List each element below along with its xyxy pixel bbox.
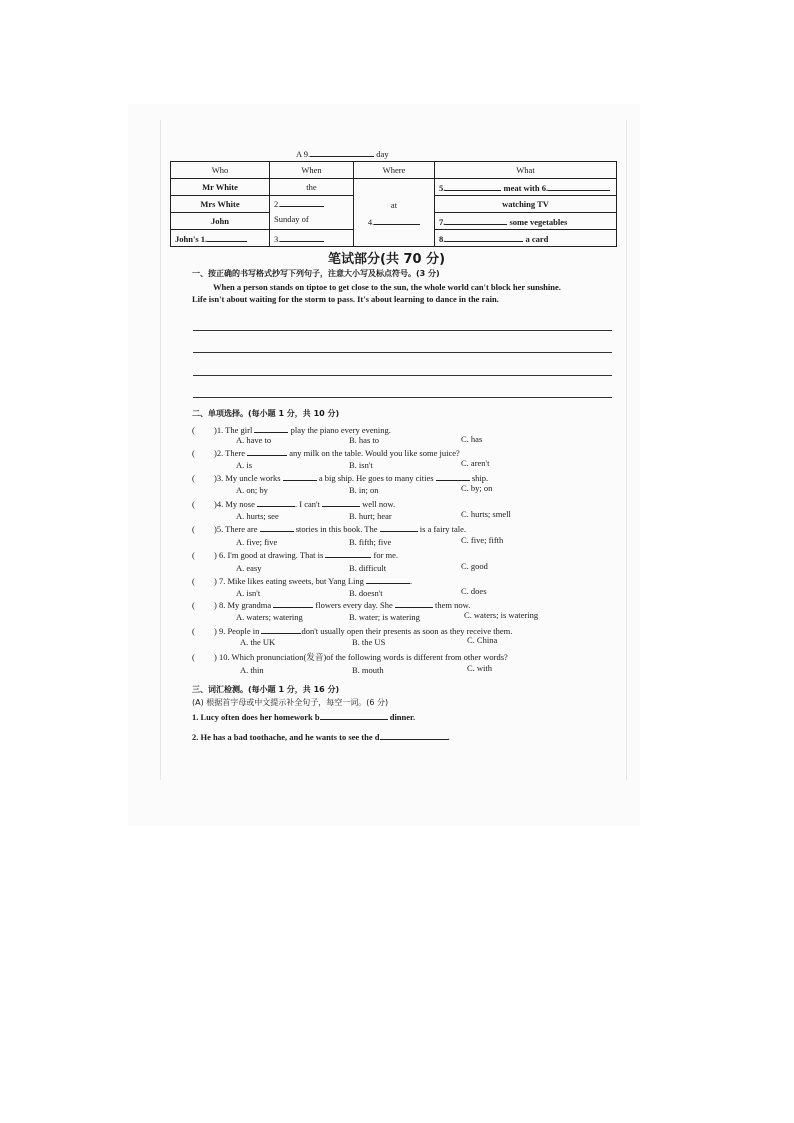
who-cell: John xyxy=(171,213,270,230)
question-6: ( ) 6. I'm good at drawing. That is for me. xyxy=(192,550,399,560)
q8-option-c[interactable]: C. waters; is watering xyxy=(464,610,539,620)
q9-option-b[interactable]: B. the US xyxy=(352,637,386,647)
answer-blank[interactable] xyxy=(322,498,360,507)
q1-option-b[interactable]: B. has to xyxy=(349,435,379,445)
written-part-title: 笔试部分(共 70 分) xyxy=(328,252,446,267)
q6-option-a[interactable]: A. easy xyxy=(236,563,262,573)
what-cell: watching TV xyxy=(435,196,617,213)
question-7: ( ) 7. Mike likes eating sweets, but Yang Ling . xyxy=(192,576,413,586)
who-cell: Mr White xyxy=(171,179,270,196)
question-2: ( )2. There any milk on the table. Would you like some juice? xyxy=(192,448,460,458)
blank-2[interactable] xyxy=(280,198,324,207)
q1-option-c[interactable]: C. has xyxy=(461,434,483,444)
writing-line[interactable] xyxy=(193,330,612,331)
when-cell: 3. xyxy=(270,230,354,247)
writing-line[interactable] xyxy=(193,375,612,376)
info-table xyxy=(170,161,617,247)
table-title: A 9. day xyxy=(296,149,389,159)
vocab-question-1: 1. Lucy often does her homework b dinner. xyxy=(192,712,416,722)
writing-line[interactable] xyxy=(193,352,612,353)
writing-line[interactable] xyxy=(193,397,612,398)
blank-4[interactable] xyxy=(374,216,420,225)
question-1: ( )1. The girl play the piano every evening. xyxy=(192,425,391,435)
q5-option-c[interactable]: C. five; fifth xyxy=(461,535,504,545)
table-row xyxy=(171,179,617,196)
header-what: What xyxy=(435,162,617,179)
q1-option-a[interactable]: A. have to xyxy=(236,435,272,445)
answer-blank[interactable] xyxy=(366,575,410,584)
who-cell: Mrs White xyxy=(171,196,270,213)
q10-option-c[interactable]: C. with xyxy=(467,663,493,673)
q2-option-c[interactable]: C. aren't xyxy=(461,458,490,468)
answer-blank[interactable] xyxy=(380,523,418,532)
when-cell: the xyxy=(270,179,354,196)
q3-option-a[interactable]: A. on; by xyxy=(236,485,268,495)
question-4: ( )4. My nose . I can't well now. xyxy=(192,499,396,509)
q3-option-b[interactable]: B. in; on xyxy=(349,485,379,495)
answer-blank[interactable] xyxy=(436,472,470,481)
header-where: Where xyxy=(354,162,435,179)
q9-option-a[interactable]: A. the UK xyxy=(240,637,276,647)
q8-option-b[interactable]: B. water; is watering xyxy=(349,612,420,622)
blank-7[interactable] xyxy=(445,216,507,225)
answer-blank[interactable] xyxy=(257,498,295,507)
blank-1[interactable] xyxy=(207,233,247,242)
answer-blank[interactable] xyxy=(254,424,288,433)
answer-blank[interactable] xyxy=(320,711,388,720)
question-3: ( )3. My uncle works a big ship. He goes to many cities ship. xyxy=(192,473,489,483)
q4-option-b[interactable]: B. hurt; hear xyxy=(349,511,392,521)
who-cell: John's 1. xyxy=(171,230,270,247)
question-9: ( ) 9. People in don't usually open their presents as soon as they receive them. xyxy=(192,626,513,636)
question-5: ( )5. There are stories in this book. The is a fairy tale. xyxy=(192,524,467,534)
where-cell: at 4. xyxy=(354,179,435,247)
blank-8[interactable] xyxy=(445,233,523,242)
copy-sentence-1: When a person stands on tiptoe to get close to the sun, the whole world can't block her sunshine. xyxy=(213,282,561,292)
section3-heading: 三、词汇检测。(每小题 1 分，共 16 分) xyxy=(192,685,340,694)
answer-blank[interactable] xyxy=(247,447,287,456)
q5-option-a[interactable]: A. five; five xyxy=(236,537,278,547)
sheet-edge-right xyxy=(626,120,627,780)
answer-blank[interactable] xyxy=(395,599,433,608)
q10-option-a[interactable]: A. thin xyxy=(240,665,264,675)
table-header-row xyxy=(171,162,617,179)
answer-blank[interactable] xyxy=(283,472,317,481)
answer-blank[interactable] xyxy=(325,549,371,558)
question-10: ( ) 10. Which pronunciation(发音)of the following words is different from other words? xyxy=(192,652,508,662)
q7-option-c[interactable]: C. does xyxy=(461,586,487,596)
q7-option-b[interactable]: B. doesn't xyxy=(349,588,383,598)
q6-option-c[interactable]: C. good xyxy=(461,561,488,571)
section3-sub-a: (A) 根据首字母或中文提示补全句子，每空一词。(6 分) xyxy=(192,698,389,707)
q2-option-b[interactable]: B. isn't xyxy=(349,460,373,470)
blank-6[interactable] xyxy=(548,182,610,191)
answer-blank[interactable] xyxy=(273,599,313,608)
what-cell: 7. some vegetables xyxy=(435,213,617,230)
section2-heading: 二、单项选择。(每小题 1 分，共 10 分) xyxy=(192,409,340,418)
what-cell: 8. a card xyxy=(435,230,617,247)
section1-heading: 一、按正确的书写格式抄写下列句子，注意大小写及标点符号。(3 分) xyxy=(192,269,440,278)
answer-blank[interactable] xyxy=(380,731,448,740)
header-who: Who xyxy=(171,162,270,179)
q9-option-c[interactable]: C. China xyxy=(467,635,498,645)
blank-3[interactable] xyxy=(280,233,324,242)
blank-5[interactable] xyxy=(445,182,501,191)
header-when: When xyxy=(270,162,354,179)
q4-option-c[interactable]: C. hurts; smell xyxy=(461,509,511,519)
q10-option-b[interactable]: B. mouth xyxy=(352,665,384,675)
vocab-question-2: 2. He has a bad toothache, and he wants to see the d . xyxy=(192,732,450,742)
q5-option-b[interactable]: B. fifth; five xyxy=(349,537,392,547)
when-cell: 2. Sunday of xyxy=(270,196,354,230)
copy-sentence-2: Life isn't about waiting for the storm to pass. It's about learning to dance in the rain. xyxy=(192,294,499,304)
sheet-edge-left xyxy=(160,120,161,780)
q2-option-a[interactable]: A. is xyxy=(236,460,253,470)
what-cell: 5. meat with 6. xyxy=(435,179,617,196)
q4-option-a[interactable]: A. hurts; see xyxy=(236,511,279,521)
answer-blank[interactable] xyxy=(260,523,294,532)
q7-option-a[interactable]: A. isn't xyxy=(236,588,261,598)
q8-option-a[interactable]: A. waters; watering xyxy=(236,612,303,622)
q3-option-c[interactable]: C. by; on xyxy=(461,483,493,493)
q6-option-b[interactable]: B. difficult xyxy=(349,563,387,573)
question-8: ( ) 8. My grandma flowers every day. She them now. xyxy=(192,600,471,610)
answer-blank[interactable] xyxy=(261,625,301,634)
